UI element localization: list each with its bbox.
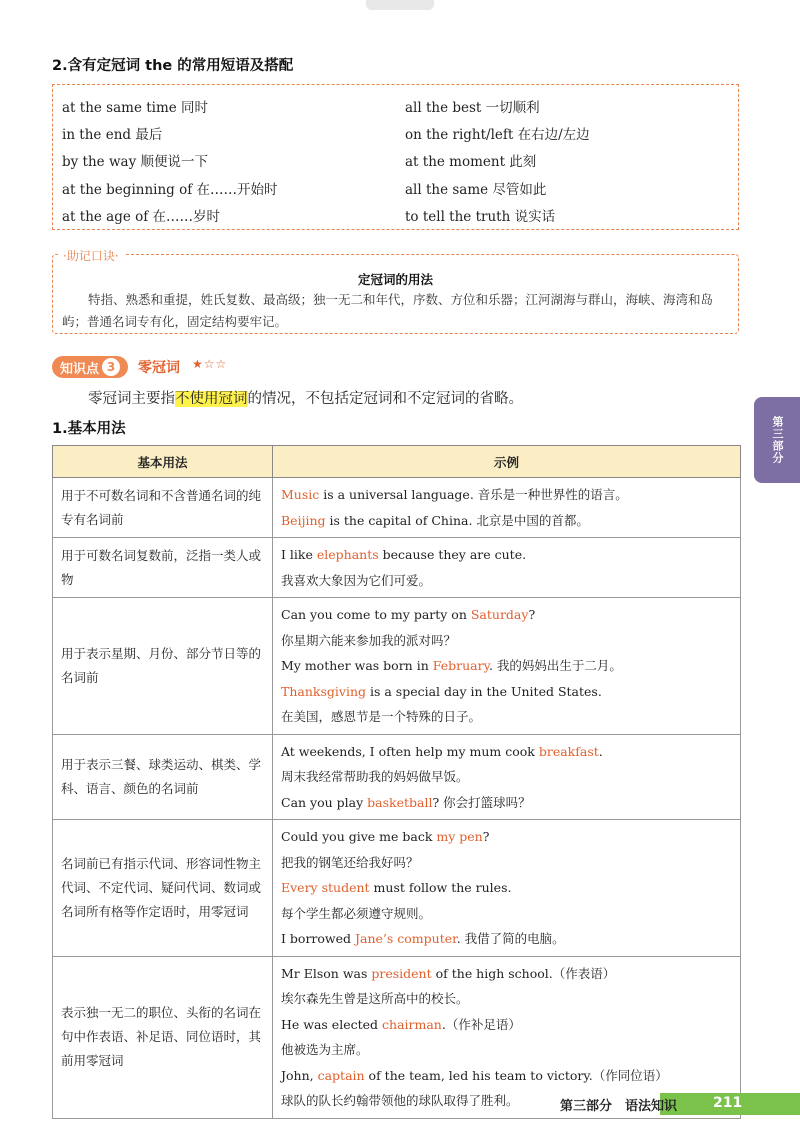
table-row (53, 598, 741, 735)
example-cell (273, 538, 741, 598)
example-line (281, 679, 732, 705)
usage-table (52, 445, 741, 1119)
example-line (281, 790, 732, 816)
example-line (281, 1063, 732, 1089)
example-text: 每个学生都必须遵守规则。 (281, 905, 432, 921)
page-number: 211 (709, 1093, 746, 1113)
example-text: 球队的队长约翰带领他的球队取得了胜利。 (281, 1093, 519, 1108)
example-text: of the high school.（作表语） (431, 965, 616, 981)
phrase-item: at the same time 同时 (62, 100, 209, 116)
knowledge-point-badge-label: 知识点 (60, 361, 100, 377)
example-text: He was elected (281, 1016, 383, 1032)
example-line (281, 901, 732, 927)
mnemonic-label: ·助记口诀· (58, 247, 124, 264)
example-text: At weekends, I often help my mum cook (281, 743, 539, 759)
example-keyword: my pen (436, 829, 483, 844)
example-keyword: captain (317, 1067, 365, 1083)
example-line (281, 764, 732, 790)
example-text: Can you play (281, 794, 368, 810)
example-keyword: chairman (382, 1016, 442, 1032)
example-keyword: Jane’s computer (355, 931, 457, 946)
example-text: I borrowed (281, 931, 355, 946)
example-text: is the capital of China. 北京是中国的首都。 (325, 512, 589, 528)
table-row (53, 734, 741, 820)
example-text: 他被选为主席。 (281, 1042, 369, 1057)
example-line (281, 508, 732, 534)
example-text: 把我的钢笔还给我好吗？ (281, 854, 419, 870)
table-row (53, 820, 741, 957)
example-cell (273, 478, 741, 538)
usage-cell: 用于表示三餐、球类运动、棋类、学科、语言、颜色的名词前 (53, 734, 273, 820)
example-line (281, 1012, 732, 1038)
example-text: Can you come to my party on (281, 607, 471, 622)
knowledge-point-badge (52, 356, 128, 378)
top-edge-tab (366, 0, 434, 10)
example-text: of the team, led his team to victory.（作同位语） (364, 1067, 668, 1083)
intro-highlight: 不使用冠词 (175, 391, 248, 407)
phrase-item: by the way 顺便说一下 (62, 154, 208, 170)
example-line (281, 926, 732, 952)
side-section-tab: 第三部分 (754, 397, 800, 483)
example-line (281, 602, 732, 628)
usage-cell: 用于不可数名词和不含普通名词的纯专有名词前 (53, 478, 273, 538)
column-header: 基本用法 (53, 446, 273, 478)
table-row (53, 956, 741, 1118)
example-line (281, 628, 732, 654)
example-keyword: Saturday (470, 607, 529, 622)
example-text: because they are cute. (378, 547, 527, 562)
example-line (281, 704, 732, 730)
example-text: 埃尔森先生曾是这所高中的校长。 (281, 991, 469, 1006)
example-keyword: Music (281, 487, 320, 502)
example-text: . 我的妈妈出生于二月。 (488, 658, 622, 673)
knowledge-point-title: 零冠词 (138, 360, 180, 376)
example-keyword: elephants (316, 547, 379, 562)
example-text: must follow the rules. (369, 880, 512, 895)
example-text: . 我借了简的电脑。 (456, 931, 565, 946)
example-text: My mother was born in (281, 658, 433, 673)
example-line (281, 824, 732, 850)
example-cell (273, 598, 741, 735)
example-text: 我喜欢大象因为它们可爱。 (281, 572, 432, 588)
table-row (53, 478, 741, 538)
example-text: I like (281, 547, 317, 562)
usage-cell: 用于表示星期、月份、部分节日等的名词前 (53, 598, 273, 735)
table-header-row (53, 446, 741, 478)
example-keyword: breakfast (538, 743, 599, 759)
example-line (281, 482, 732, 508)
difficulty-stars-icon: ★☆☆ (192, 357, 228, 371)
example-keyword: Thanksgiving (281, 683, 366, 699)
phrase-item: at the beginning of 在……开始时 (62, 182, 278, 198)
phrase-item: on the right/left 在右边/左边 (405, 127, 590, 143)
example-keyword: Beijing (281, 512, 326, 528)
example-text: ? (482, 829, 490, 844)
example-text: is a universal language. 音乐是一种世界性的语言。 (319, 487, 628, 502)
example-cell (273, 820, 741, 957)
example-text: 周末我经常帮助我的妈妈做早饭。 (281, 769, 469, 784)
example-text: . (598, 743, 603, 759)
example-line (281, 850, 732, 876)
example-text: Could you give me back (281, 829, 437, 844)
mnemonic-text: 特指、熟悉和重提，姓氏复数、最高级；独一无二和年代，序数、方位和乐器；江河湖海与群山，海峡、海湾和岛屿；普通名词专有化，固定结构要牢记。 (62, 292, 714, 329)
example-line (281, 653, 732, 679)
usage-cell: 用于可数名词复数前，泛指一类人或物 (53, 538, 273, 598)
knowledge-point-number: 3 (102, 358, 120, 376)
example-text: John, (281, 1067, 318, 1083)
footer-section-label: 第三部分 语法知识 (560, 1099, 678, 1114)
usage-cell: 表示独一无二的职位、头衔的名词在句中作表语、补足语、同位语时，其前用零冠词 (53, 956, 273, 1118)
example-text: 你星期六能来参加我的派对吗？ (281, 632, 457, 648)
example-line (281, 986, 732, 1012)
section-title-basic-usage: 1.基本用法 (52, 421, 126, 437)
example-line (281, 739, 732, 765)
example-text: is a special day in the United States. (366, 683, 602, 699)
phrase-item: in the end 最后 (62, 127, 163, 143)
column-header: 示例 (273, 446, 741, 478)
section-title-phrases: 2.含有定冠词 the 的常用短语及搭配 (52, 58, 294, 74)
phrase-item: all the best 一切顺利 (405, 100, 540, 116)
table-row (53, 538, 741, 598)
usage-cell: 名词前已有指示代词、形容词性物主代词、不定代词、疑问代词、数词或名词所有格等作定语时，用零冠词 (53, 820, 273, 957)
example-keyword: president (371, 965, 432, 981)
intro-paragraph (88, 387, 523, 408)
example-line (281, 542, 732, 568)
example-line (281, 568, 732, 594)
mnemonic-title: 定冠词的用法 (357, 272, 433, 287)
example-line (281, 875, 732, 901)
intro-text: 零冠词主要指 (88, 391, 175, 407)
example-text: ? (528, 607, 536, 622)
example-keyword: Every student (281, 880, 370, 895)
example-text: Mr Elson was (281, 965, 372, 981)
phrase-item: at the moment 此刻 (405, 154, 537, 170)
phrase-item: all the same 尽管如此 (405, 182, 547, 198)
example-keyword: February (432, 658, 489, 673)
example-line (281, 961, 732, 987)
example-text: ? 你会打篮球吗？ (432, 794, 531, 810)
example-keyword: basketball (367, 794, 433, 810)
phrase-item: at the age of 在……岁时 (62, 209, 221, 225)
example-line (281, 1037, 732, 1063)
phrase-item: to tell the truth 说实话 (405, 209, 556, 225)
example-text: 在美国，感恩节是一个特殊的日子。 (281, 709, 482, 724)
example-text: .（作补足语） (441, 1016, 521, 1032)
example-cell (273, 734, 741, 820)
intro-text: 的情况，不包括定冠词和不定冠词的省略。 (247, 391, 523, 407)
